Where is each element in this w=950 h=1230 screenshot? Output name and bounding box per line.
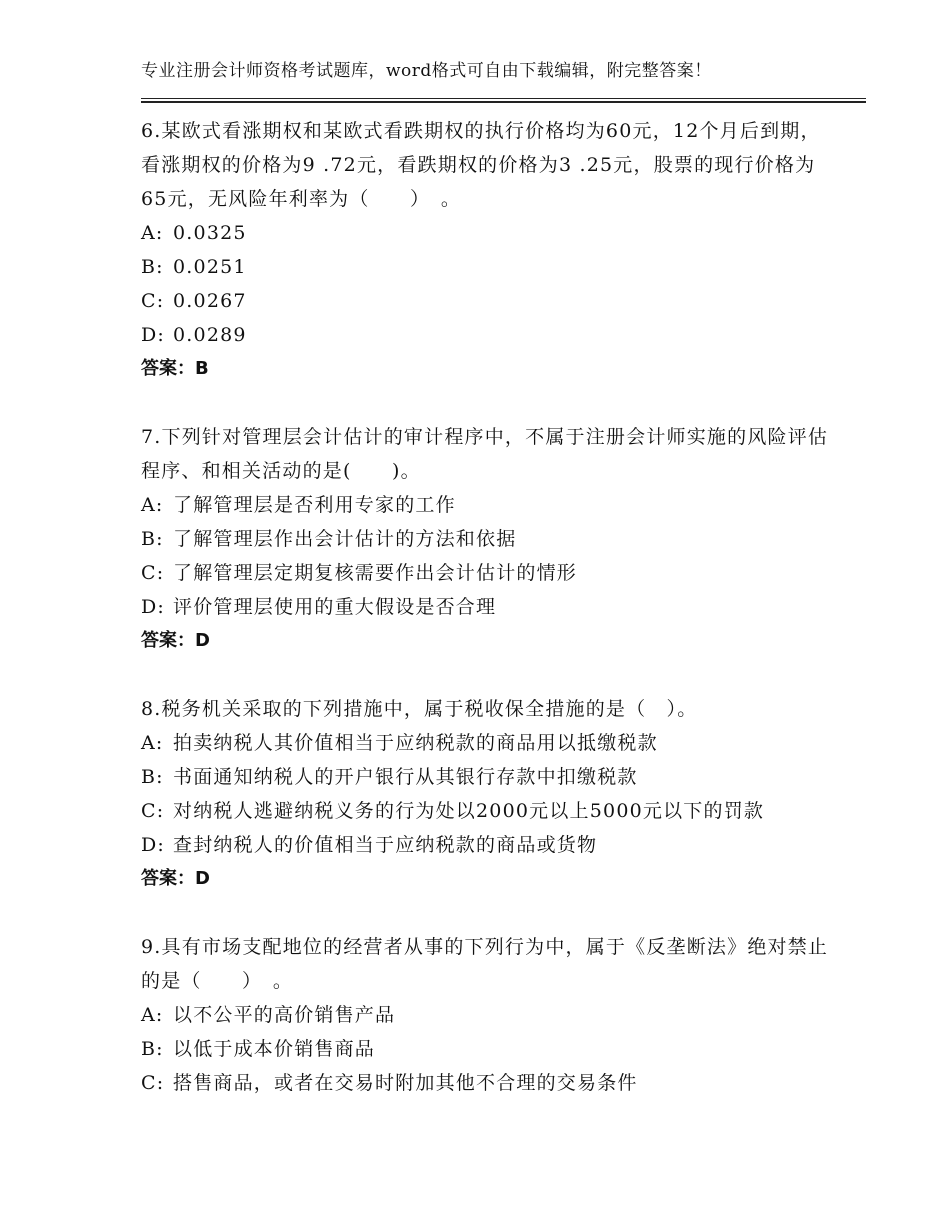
spacer	[141, 386, 831, 420]
option-label: B:	[141, 528, 164, 550]
question-text: 8.税务机关采取的下列措施中，属于税收保全措施的是（ ）。	[141, 698, 698, 720]
option-text: 了解管理层是否利用专家的工作	[173, 494, 456, 516]
option-b	[141, 522, 831, 556]
question-7	[141, 420, 831, 658]
option-a	[141, 488, 831, 522]
header-rule-thick	[141, 101, 866, 103]
option-label: C:	[141, 562, 165, 584]
option-c	[141, 556, 831, 590]
option-text: 0.0325	[173, 222, 247, 244]
question-list	[141, 114, 831, 1100]
answer: 答案：D	[141, 868, 210, 889]
option-text: 了解管理层作出会计估计的方法和依据	[173, 528, 517, 550]
option-text: 了解管理层定期复核需要作出会计估计的情形	[173, 562, 578, 584]
option-label: B:	[141, 1038, 164, 1060]
option-label: A:	[141, 222, 164, 244]
option-text: 搭售商品，或者在交易时附加其他不合理的交易条件	[173, 1072, 638, 1094]
option-label: A:	[141, 1004, 164, 1026]
option-b	[141, 1032, 831, 1066]
spacer	[141, 658, 831, 692]
option-c	[141, 794, 831, 828]
option-b	[141, 760, 831, 794]
option-text: 拍卖纳税人其价值相当于应纳税款的商品用以抵缴税款	[173, 732, 658, 754]
option-text: 以不公平的高价销售产品	[173, 1004, 396, 1026]
question-text: 6.某欧式看涨期权和某欧式看跌期权的执行价格均为60元，12个月后到期，看涨期权的价格为9 .72元，看跌期权的价格为3 .25元，股票的现行价格为65元，无风险年利率为（ ） 。	[141, 120, 821, 210]
option-label: C:	[141, 290, 165, 312]
question-text: 9.具有市场支配地位的经营者从事的下列行为中，属于《反垄断法》绝对禁止的是（ ） 。	[141, 936, 829, 992]
option-label: D:	[141, 596, 166, 618]
option-text: 查封纳税人的价值相当于应纳税款的商品或货物	[173, 834, 598, 856]
option-label: D:	[141, 324, 166, 346]
spacer	[141, 896, 831, 930]
question-6	[141, 114, 831, 386]
option-a	[141, 216, 831, 250]
option-a	[141, 998, 831, 1032]
option-c	[141, 284, 831, 318]
option-label: B:	[141, 766, 164, 788]
option-d	[141, 828, 831, 862]
option-c	[141, 1066, 831, 1100]
option-label: A:	[141, 494, 164, 516]
option-text: 0.0267	[173, 290, 247, 312]
option-label: C:	[141, 1072, 165, 1094]
page-header: 专业注册会计师资格考试题库，word格式可自由下载编辑，附完整答案！	[141, 61, 712, 81]
option-d	[141, 590, 831, 624]
answer: 答案：D	[141, 630, 210, 651]
header-rule-thin	[141, 98, 866, 99]
option-label: D:	[141, 834, 166, 856]
option-text: 0.0289	[173, 324, 247, 346]
option-text: 0.0251	[173, 256, 247, 278]
option-a	[141, 726, 831, 760]
option-label: C:	[141, 800, 165, 822]
option-text: 以低于成本价销售商品	[173, 1038, 376, 1060]
option-label: B:	[141, 256, 164, 278]
option-text: 书面通知纳税人的开户银行从其银行存款中扣缴税款	[173, 766, 638, 788]
question-text: 7.下列针对管理层会计估计的审计程序中，不属于注册会计师实施的风险评估程序、和相关活动的是( )。	[141, 426, 829, 482]
option-text: 评价管理层使用的重大假设是否合理	[173, 596, 497, 618]
question-9	[141, 930, 831, 1100]
answer: 答案：B	[141, 358, 209, 379]
option-label: A:	[141, 732, 164, 754]
option-b	[141, 250, 831, 284]
option-d	[141, 318, 831, 352]
question-8	[141, 692, 831, 896]
option-text: 对纳税人逃避纳税义务的行为处以2000元以上5000元以下的罚款	[173, 800, 765, 822]
